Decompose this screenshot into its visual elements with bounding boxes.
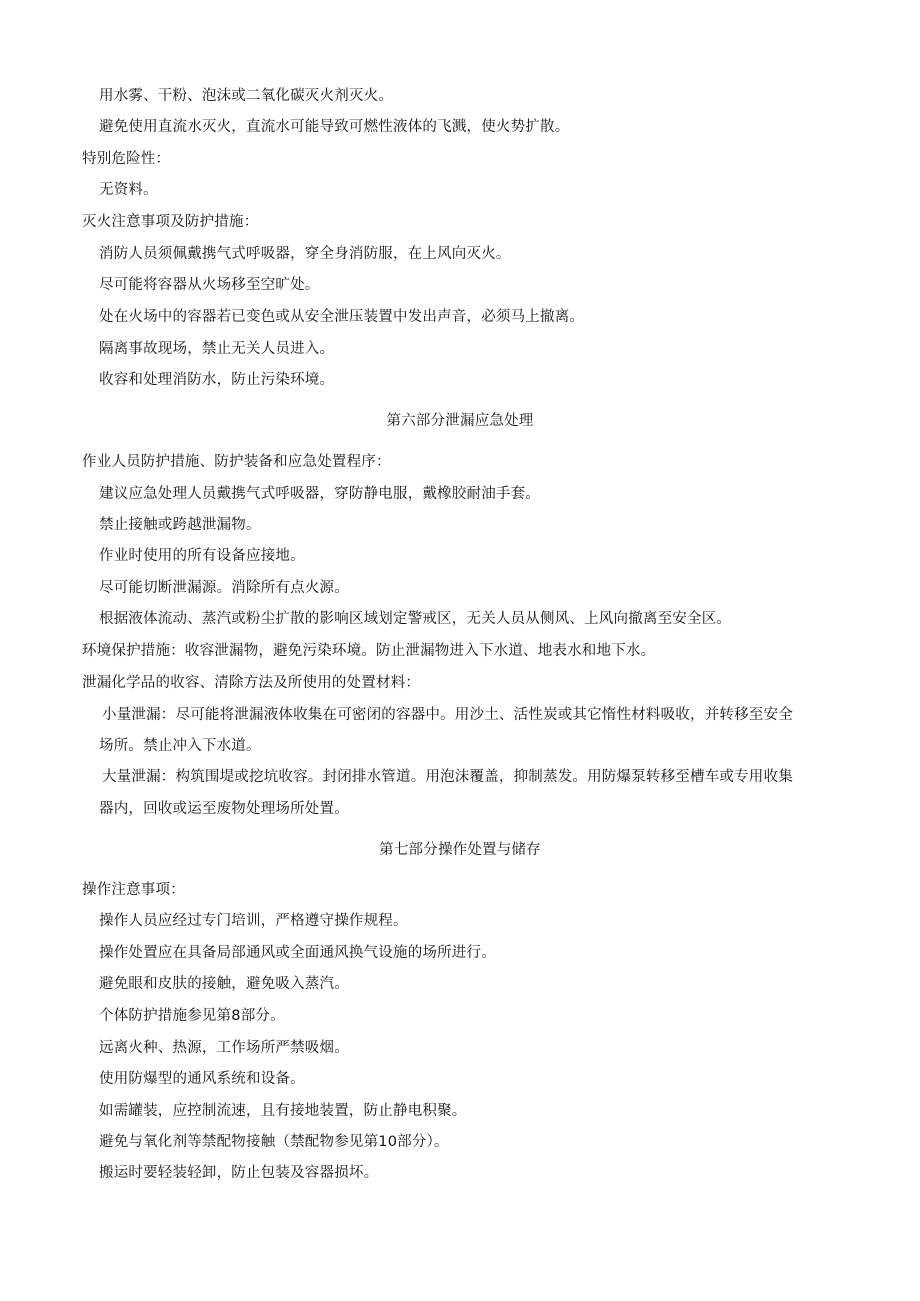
handling-precautions-label: 操作注意事项： — [82, 882, 185, 898]
personnel-protection-item: 尽可能切断泄漏源。消除所有点火源。 — [99, 580, 349, 596]
firefighting-label: 灭火注意事项及防护措施： — [82, 214, 259, 230]
firefighting-item: 处在火场中的容器若已变色或从安全泄压装置中发出声音，必须马上撤离。 — [99, 309, 585, 325]
firefighting-item: 消防人员须佩戴携气式呼吸器，穿全身消防服，在上风向灭火。 — [99, 246, 511, 262]
handling-item: 操作人员应经过专门培训，严格遵守操作规程。 — [99, 913, 408, 929]
extinguishing-warning-text: 避免使用直流水灭火，直流水可能导致可燃性液体的飞溅，使火势扩散。 — [99, 119, 570, 135]
large-spill-text-continued: 器内，回收或运至废物处理场所处置。 — [99, 801, 349, 817]
handling-item: 使用防爆型的通风系统和设备。 — [99, 1071, 305, 1087]
personnel-protection-item: 禁止接触或跨越泄漏物。 — [99, 517, 261, 533]
handling-item: 如需罐装，应控制流速，且有接地装置，防止静电积聚。 — [99, 1103, 467, 1119]
handling-item: 远离火种、热源，工作场所严禁吸烟。 — [99, 1040, 349, 1056]
firefighting-item: 隔离事故现场，禁止无关人员进入。 — [99, 341, 335, 357]
large-spill-text: 大量泄漏：构筑围堤或挖坑收容。封闭排水管道。用泡沫覆盖，抑制蒸发。用防爆泵转移至槽车或专用收集 — [102, 769, 793, 785]
personnel-protection-item: 作业时使用的所有设备应接地。 — [99, 548, 305, 564]
firefighting-item: 尽可能将容器从火场移至空旷处。 — [99, 277, 320, 293]
handling-item: 搬运时要轻装轻卸，防止包装及容器损坏。 — [99, 1165, 379, 1181]
special-hazard-label: 特别危险性： — [82, 151, 171, 167]
small-spill-text: 小量泄漏：尽可能将泄漏液体收集在可密闭的容器中。用沙土、活性炭或其它惰性材料吸收，并转移至安全 — [102, 707, 793, 723]
personnel-protection-label: 作业人员防护措施、防护装备和应急处置程序： — [82, 454, 391, 470]
special-hazard-text: 无资料。 — [99, 182, 158, 198]
environmental-protection-text: 环境保护措施：收容泄漏物，避免污染环境。防止泄漏物进入下水道、地表水和地下水。 — [82, 643, 656, 659]
section-7-title: 第七部分操作处置与储存 — [379, 842, 541, 858]
handling-item: 个体防护措施参见第8部分。 — [99, 1008, 285, 1024]
section-6-title: 第六部分泄漏应急处理 — [386, 413, 534, 429]
handling-item: 避免眼和皮肤的接触，避免吸入蒸汽。 — [99, 976, 349, 992]
handling-item: 避免与氧化剂等禁配物接触（禁配物参见第10部分）。 — [99, 1134, 449, 1150]
extinguishing-media-text: 用水雾、干粉、泡沫或二氧化碳灭火剂灭火。 — [99, 88, 393, 104]
cleanup-methods-label: 泄漏化学品的收容、清除方法及所使用的处置材料： — [82, 675, 421, 691]
personnel-protection-item: 建议应急处理人员戴携气式呼吸器，穿防静电服，戴橡胶耐油手套。 — [99, 486, 540, 502]
handling-item: 操作处置应在具备局部通风或全面通风换气设施的场所进行。 — [99, 945, 496, 961]
firefighting-item: 收容和处理消防水，防止污染环境。 — [99, 372, 335, 388]
personnel-protection-item: 根据液体流动、蒸汽或粉尘扩散的影响区域划定警戒区，无关人员从侧风、上风向撤离至安全区。 — [99, 611, 732, 627]
small-spill-text-continued: 场所。禁止冲入下水道。 — [99, 738, 261, 754]
